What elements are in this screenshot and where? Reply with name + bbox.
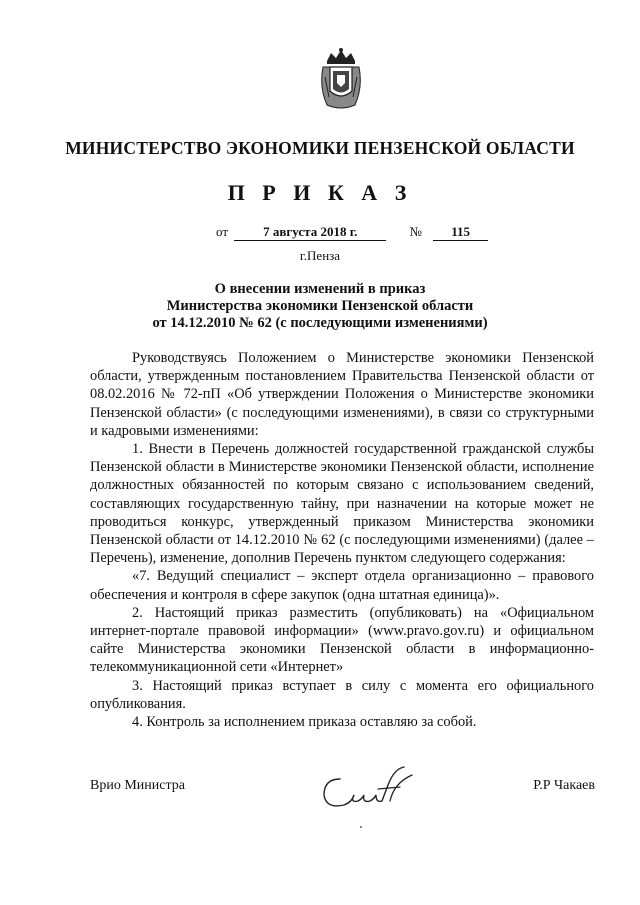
document-number: 115 [433,224,488,241]
body-paragraph: «7. Ведущий специалист – эксперт отдела организационно – правового обеспечения и контроля в сфере закупок (одна штатная единица)». [90,568,594,603]
number-label: № [409,224,422,239]
dateline [216,224,488,241]
scan-speck [360,826,362,828]
date-from-label: от [216,224,229,239]
body-paragraph: Руководствуясь Положением о Министерстве экономики Пензенской области, утвержденным постановлением Правительства Пензенской области от 08.02.2016 № 72-пП «Об утверждении Положения о Министерстве экономики Пензенской области» (с последующими изменениями), в связи со структурными и кадровыми изменениями: [90,350,594,439]
document-body [90,349,594,731]
document-type: П Р И К А З [227,180,413,205]
signatory-position: Врио Министра [90,778,185,793]
document-date: 7 августа 2018 г. [234,224,386,241]
body-paragraph: 4. Контроль за исполнением приказа оставляю за собой. [132,714,477,731]
handwritten-signature-icon [318,765,418,815]
body-paragraph: 2. Настоящий приказ разместить (опубликовать) на «Официальном интернет-портале правовой информации» (www.pravo.gov.ru) и официальном сайте Министерства экономики Пензенской области в информационно-телекоммуникационной сети «Интернет» [90,604,594,676]
document-subject [0,281,640,332]
signatory-name: Р.Р Чакаев [533,778,595,793]
coat-of-arms-icon [319,47,363,111]
subject-line: Министерства экономики Пензенской области [166,298,474,314]
city: г.Пенза [299,248,341,263]
subject-line: О внесении изменений в приказ [214,281,426,297]
body-paragraph: 3. Настоящий приказ вступает в силу с момента его официального опубликования. [90,677,594,712]
body-paragraph: 1. Внести в Перечень должностей государственной гражданской службы Пензенской области в Министерстве экономики Пензенской области, исполнение должностных обязанностей по которым связано с использованием сведений, составляющих государственную тайну, при назначении на которые может не проводиться конкурс, утвержденный приказом Министерства экономики Пензенской области от 14.12.2010 № 62 (с последующими изменениями) (далее – Перечень), изменение, дополнив Перечень пунктом следующего содержания: [90,441,594,567]
ministry-title: МИНИСТЕРСТВО ЭКОНОМИКИ ПЕНЗЕНСКОЙ ОБЛАСТИ [65,138,575,158]
subject-line: от 14.12.2010 № 62 (с последующими изменениями) [152,315,488,331]
